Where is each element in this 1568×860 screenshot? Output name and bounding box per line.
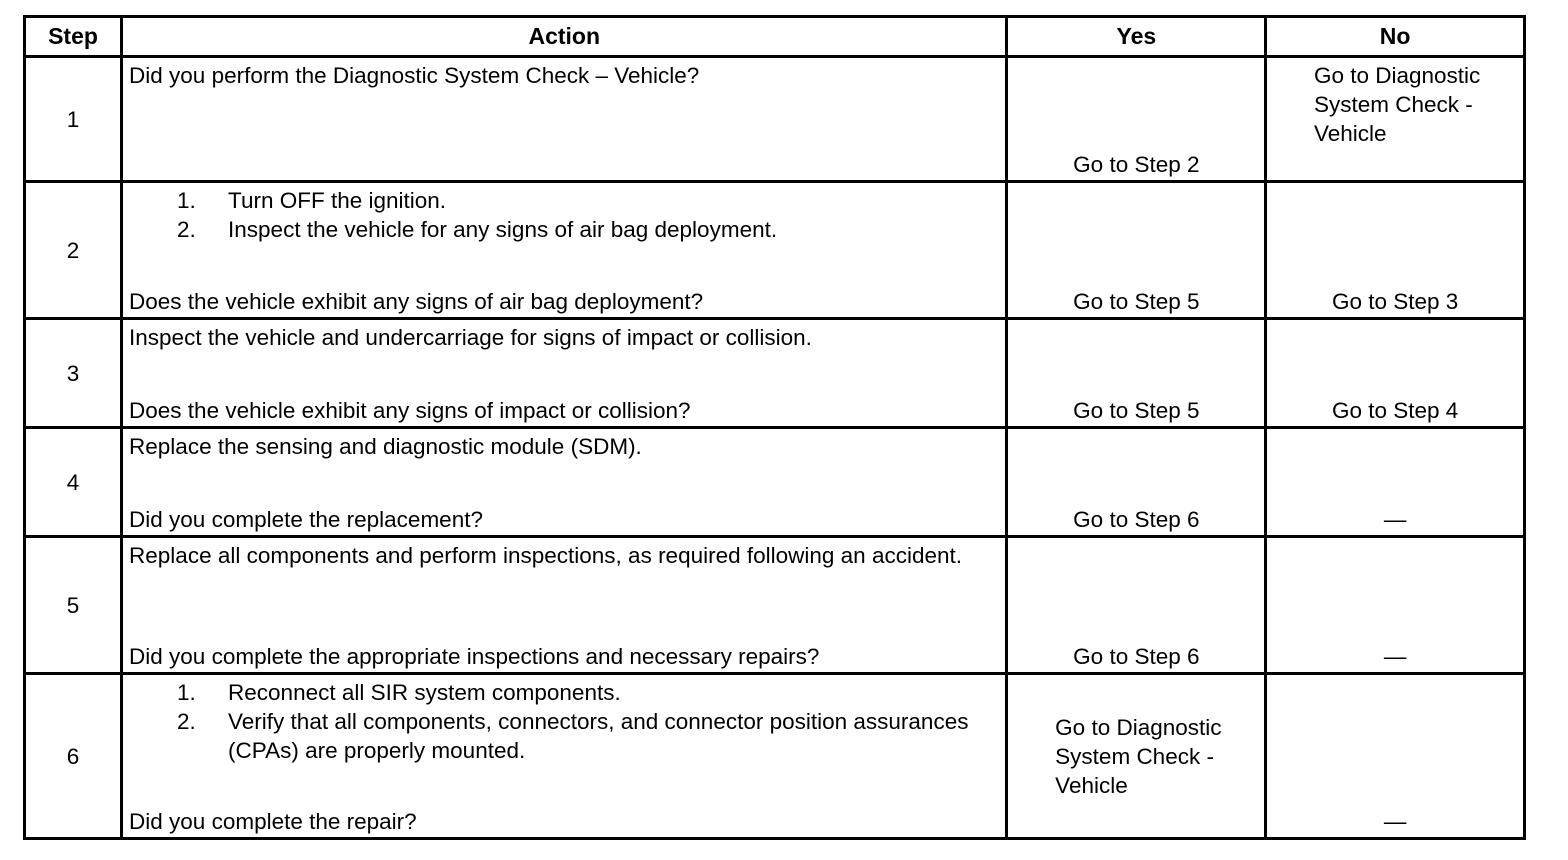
list-item-number: 1. bbox=[177, 188, 196, 213]
action-cell bbox=[122, 57, 1007, 182]
no-cell bbox=[1266, 537, 1525, 674]
action-text: Replace all components and perform inspections, as required following an accident. bbox=[129, 543, 963, 568]
action-question: Did you complete the appropriate inspections and necessary repairs? bbox=[129, 644, 820, 669]
table-row bbox=[25, 537, 1525, 674]
list-item-text: Verify that all components, connectors, and connector position assurances (CPAs) are properly mounted. bbox=[228, 709, 969, 763]
no-answer: Go to Step 3 bbox=[1331, 289, 1459, 314]
action-text: Did you perform the Diagnostic System Check – Vehicle? bbox=[129, 63, 700, 88]
yes-answer: Go to Step 5 bbox=[1073, 398, 1200, 423]
action-cell bbox=[122, 182, 1007, 319]
yes-cell bbox=[1007, 57, 1266, 182]
step-number: 4 bbox=[25, 428, 122, 537]
action-list bbox=[129, 678, 999, 765]
list-item-text: Inspect the vehicle for any signs of air bag deployment. bbox=[228, 217, 778, 242]
list-item-text: Turn OFF the ignition. bbox=[228, 188, 447, 213]
list-item-number: 2. bbox=[177, 709, 196, 734]
list-item bbox=[129, 678, 999, 707]
action-question: Does the vehicle exhibit any signs of air bag deployment? bbox=[129, 289, 704, 314]
yes-cell bbox=[1007, 537, 1266, 674]
step-number: 2 bbox=[25, 182, 122, 319]
step-number: 1 bbox=[25, 57, 122, 182]
no-answer: — bbox=[1383, 507, 1407, 532]
no-cell bbox=[1266, 57, 1525, 182]
action-question: Does the vehicle exhibit any signs of impact or collision? bbox=[129, 398, 691, 423]
step-number: 6 bbox=[25, 674, 122, 839]
header-step: Step bbox=[25, 17, 122, 57]
action-cell bbox=[122, 428, 1007, 537]
no-cell bbox=[1266, 428, 1525, 537]
no-answer: Go to Diagnostic System Check - Vehicle bbox=[1313, 63, 1481, 146]
diagnostic-table bbox=[23, 15, 1526, 840]
no-cell bbox=[1266, 674, 1525, 839]
yes-cell bbox=[1007, 674, 1266, 839]
action-text: Inspect the vehicle and undercarriage for signs of impact or collision. bbox=[129, 325, 812, 350]
list-item bbox=[129, 215, 999, 244]
action-question: Did you complete the repair? bbox=[129, 809, 417, 834]
no-answer: Go to Step 4 bbox=[1331, 398, 1459, 423]
table-row bbox=[25, 182, 1525, 319]
list-item-text: Reconnect all SIR system components. bbox=[228, 680, 621, 705]
header-yes: Yes bbox=[1007, 17, 1266, 57]
yes-answer: Go to Step 6 bbox=[1073, 644, 1200, 669]
yes-answer: Go to Diagnostic System Check - Vehicle bbox=[1055, 714, 1222, 798]
yes-cell bbox=[1007, 319, 1266, 428]
no-cell bbox=[1266, 182, 1525, 319]
table-header-row bbox=[25, 17, 1525, 57]
header-no: No bbox=[1266, 17, 1525, 57]
table-row bbox=[25, 57, 1525, 182]
yes-answer: Go to Step 6 bbox=[1073, 507, 1200, 532]
yes-answer: Go to Step 5 bbox=[1073, 289, 1200, 314]
step-number: 3 bbox=[25, 319, 122, 428]
action-list bbox=[129, 186, 999, 244]
list-item-number: 2. bbox=[177, 217, 196, 242]
action-cell bbox=[122, 674, 1007, 839]
action-question: Did you complete the replacement? bbox=[129, 507, 483, 532]
table-row bbox=[25, 428, 1525, 537]
step-number: 5 bbox=[25, 537, 122, 674]
list-item bbox=[129, 707, 999, 765]
header-action: Action bbox=[122, 17, 1007, 57]
action-cell bbox=[122, 537, 1007, 674]
table-row bbox=[25, 319, 1525, 428]
no-answer: — bbox=[1383, 644, 1407, 669]
table-row bbox=[25, 674, 1525, 839]
list-item-number: 1. bbox=[177, 680, 196, 705]
no-cell bbox=[1266, 319, 1525, 428]
no-answer: — bbox=[1383, 809, 1407, 834]
yes-answer: Go to Step 2 bbox=[1073, 152, 1200, 177]
action-cell bbox=[122, 319, 1007, 428]
action-text: Replace the sensing and diagnostic module (SDM). bbox=[129, 434, 642, 459]
list-item bbox=[129, 186, 999, 215]
yes-cell bbox=[1007, 428, 1266, 537]
yes-cell bbox=[1007, 182, 1266, 319]
